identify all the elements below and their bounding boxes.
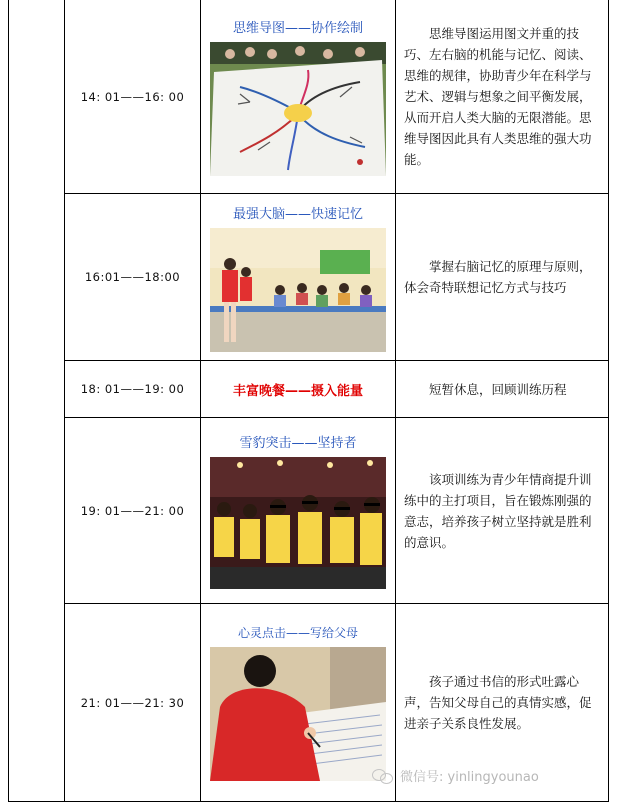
schedule-row: [9, 0, 609, 194]
time-cell: 18: 01——19: 00: [65, 361, 201, 418]
time-cell: 16:01——18:00: [65, 194, 201, 361]
description-cell: [396, 418, 609, 604]
empty-left-cell: [9, 0, 65, 802]
time-cell: 14: 01——16: 00: [65, 0, 201, 194]
activity-title: 心灵点击——写给父母: [237, 626, 358, 640]
schedule-row: [9, 194, 609, 361]
time-cell: 19: 01——21: 00: [65, 418, 201, 604]
activity-description: 孩子通过书信的形式吐露心声，告知父母自己的真情实感，促进亲子关系良性发展。: [404, 674, 592, 731]
schedule-row: [9, 361, 609, 418]
activity-title: 雪豹突击——坚持者: [239, 436, 357, 451]
activity-description: 掌握右脑记忆的原理与原则，体会奇特联想记忆方式与技巧: [404, 259, 592, 295]
activity-cell: [201, 194, 396, 361]
activity-cell: [201, 361, 396, 418]
activity-cell: [201, 604, 396, 802]
activity-cell: [201, 418, 396, 604]
wechat-icon: [372, 767, 394, 785]
mind-map-photo: [210, 42, 386, 176]
description-cell: [396, 361, 609, 418]
time-cell: 21: 01——21: 30: [65, 604, 201, 802]
schedule-table: [8, 0, 609, 802]
schedule-row: [9, 418, 609, 604]
activity-title: 思维导图——协作绘制: [232, 21, 363, 36]
watermark-text: 微信号: yinlingyounao: [400, 770, 539, 785]
description-cell: [396, 0, 609, 194]
wechat-watermark: [372, 766, 539, 785]
description-cell: [396, 194, 609, 361]
activity-description: 思维导图运用图文并重的技巧、左右脑的机能与记忆、阅读、思维的规律，协助青少年在科学与艺术、逻辑与想象之间平衡发展，从而开启人类大脑的无限潜能。思维导图因此具有人类思维的强大功能。: [404, 26, 592, 167]
activity-title: 最强大脑——快速记忆: [232, 206, 363, 222]
activity-description: 短暂休息，回顾训练历程: [429, 381, 567, 397]
activity-title: 丰富晚餐——摄入能量: [232, 383, 363, 399]
activity-cell: [201, 0, 396, 194]
letter-writing-photo: [210, 647, 386, 781]
blindfold-training-photo: [210, 457, 386, 589]
activity-description: 该项训练为青少年情商提升训练中的主打项目，旨在锻炼刚强的意志，培养孩子树立坚持就是胜利的意识。: [404, 471, 592, 550]
classroom-photo: [210, 228, 386, 352]
